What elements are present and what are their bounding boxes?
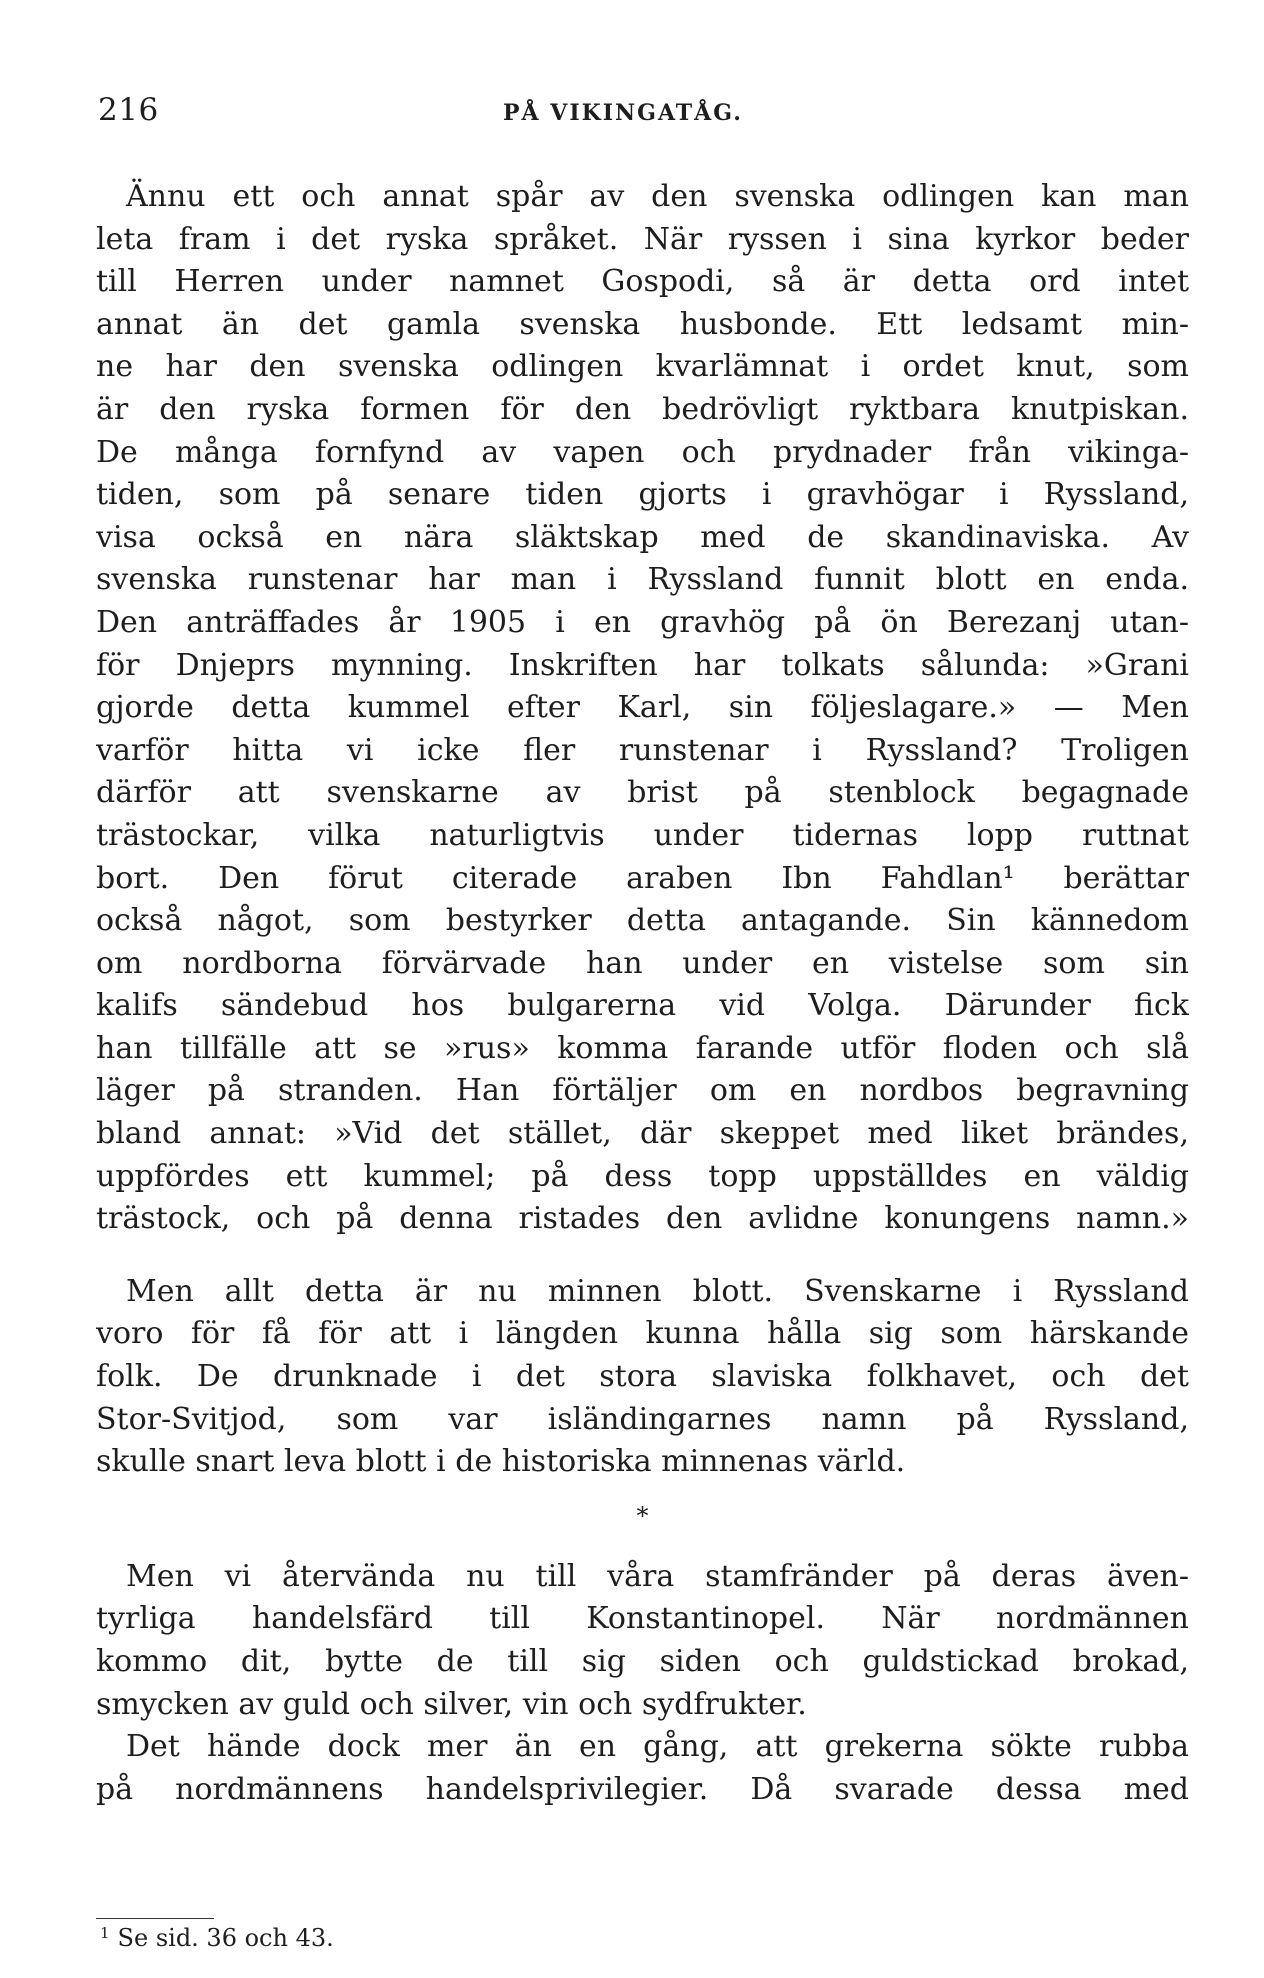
text-line: tyrliga handelsfärd till Konstantinopel. När nordmännen — [96, 1601, 1189, 1637]
running-head — [98, 92, 1198, 132]
text-line: gjorde detta kummel efter Karl, sin följeslagare.» — Men — [96, 690, 1189, 726]
page-number: 216 — [98, 92, 159, 128]
text-line: på nordmännens handelsprivilegier. Då svarade dessa med — [96, 1771, 1189, 1807]
text-line: därför att svenskarne av brist på stenblock begagnade — [96, 775, 1189, 811]
text-line: bort. Den förut citerade araben Ibn Fahdlan¹ berättar — [96, 860, 1189, 896]
paragraph-4 — [96, 1556, 1189, 1726]
text-line: trästock, och på denna ristades den avlidne konungens namn.» — [96, 1201, 1189, 1237]
footnote-marker: 1 — [100, 1924, 110, 1942]
footnote-text: Se sid. 36 och 43. — [117, 1924, 334, 1952]
text-line: De många fornfynd av vapen och prydnader från vikinga- — [96, 434, 1189, 470]
text-line: kalifs sändebud hos bulgarerna vid Volga. Därunder fick — [96, 988, 1189, 1024]
text-line: skulle snart leva blott i de historiska minnenas värld. — [96, 1444, 906, 1480]
paragraph-5 — [96, 1726, 1189, 1811]
text-line: ne har den svenska odlingen kvarlämnat i ordet knut, som — [96, 349, 1189, 385]
paragraph-2 — [96, 432, 1189, 1241]
text-line: han tillfälle att se »rus» komma farande utför floden och slå — [96, 1030, 1189, 1066]
text-line: för Dnjeprs mynning. Inskriften har tolkats sålunda: »Grani — [96, 647, 1189, 683]
text-line: Ännu ett och annat spår av den svenska odlingen kan man — [126, 179, 1189, 214]
text-line: Men allt detta är nu minnen blott. Svenskarne i Ryssland — [126, 1273, 1189, 1309]
paragraph-1 — [96, 176, 1189, 432]
text-line: annat än det gamla svenska husbonde. Ett ledsamt min- — [96, 306, 1189, 342]
text-line: varför hitta vi icke fler runstenar i Ryssland? Troligen — [96, 732, 1189, 768]
text-line: trästockar, vilka naturligtvis under tidernas lopp ruttnat — [96, 817, 1189, 853]
text-line: uppfördes ett kummel; på dess topp uppställdes en väldig — [96, 1158, 1189, 1194]
text-line: kommo dit, bytte de till sig siden och guldstickad brokad, — [96, 1644, 1189, 1679]
paragraph-gap — [96, 1241, 1189, 1271]
text-line: tiden, som på senare tiden gjorts i gravhögar i Ryssland, — [96, 477, 1189, 513]
text-line: till Herren under namnet Gospodi, så är detta ord intet — [96, 264, 1189, 300]
paragraph-3 — [96, 1271, 1189, 1484]
text-line: folk. De drunknade i det stora slaviska folkhavet, och det — [96, 1359, 1189, 1395]
body-text — [96, 176, 1189, 1811]
text-line: Stor-Svitjod, som var isländingarnes namn på Ryssland, — [96, 1401, 1189, 1437]
text-line: bland annat: »Vid det stället, där skeppet med liket brändes, — [96, 1116, 1189, 1152]
footnote — [100, 1924, 334, 1952]
text-line: Den anträffades år 1905 i en gravhög på ön Berezanj utan- — [96, 604, 1189, 640]
asterisk-separator: * — [636, 1501, 649, 1530]
running-title: PÅ VIKINGATÅG. — [503, 100, 743, 126]
text-line: voro för få för att i längden kunna hålla sig som härskande — [96, 1316, 1189, 1352]
text-line: visa också en nära släktskap med de skandinaviska. Av — [96, 519, 1189, 555]
text-line: är den ryska formen för den bedrövligt ryktbara knutpiskan. — [96, 391, 1189, 427]
text-line: svenska runstenar har man i Ryssland funnit blott en enda. — [96, 562, 1189, 598]
text-line: läger på stranden. Han förtäljer om en nordbos begravning — [96, 1073, 1189, 1109]
text-line: leta fram i det ryska språket. När ryssen i sina kyrkor beder — [96, 221, 1189, 257]
section-separator — [96, 1484, 1189, 1556]
text-line: om nordborna förvärvade han under en vistelse som sin — [96, 945, 1189, 981]
text-line: smycken av guld och silver, vin och sydfrukter. — [96, 1686, 807, 1722]
text-line: Det hände dock mer än en gång, att grekerna sökte rubba — [126, 1729, 1189, 1765]
footnote-rule — [96, 1918, 214, 1919]
text-line: Men vi återvända nu till våra stamfränder på deras även- — [126, 1558, 1189, 1594]
text-line: också något, som bestyrker detta antagande. Sin kännedom — [96, 903, 1189, 939]
